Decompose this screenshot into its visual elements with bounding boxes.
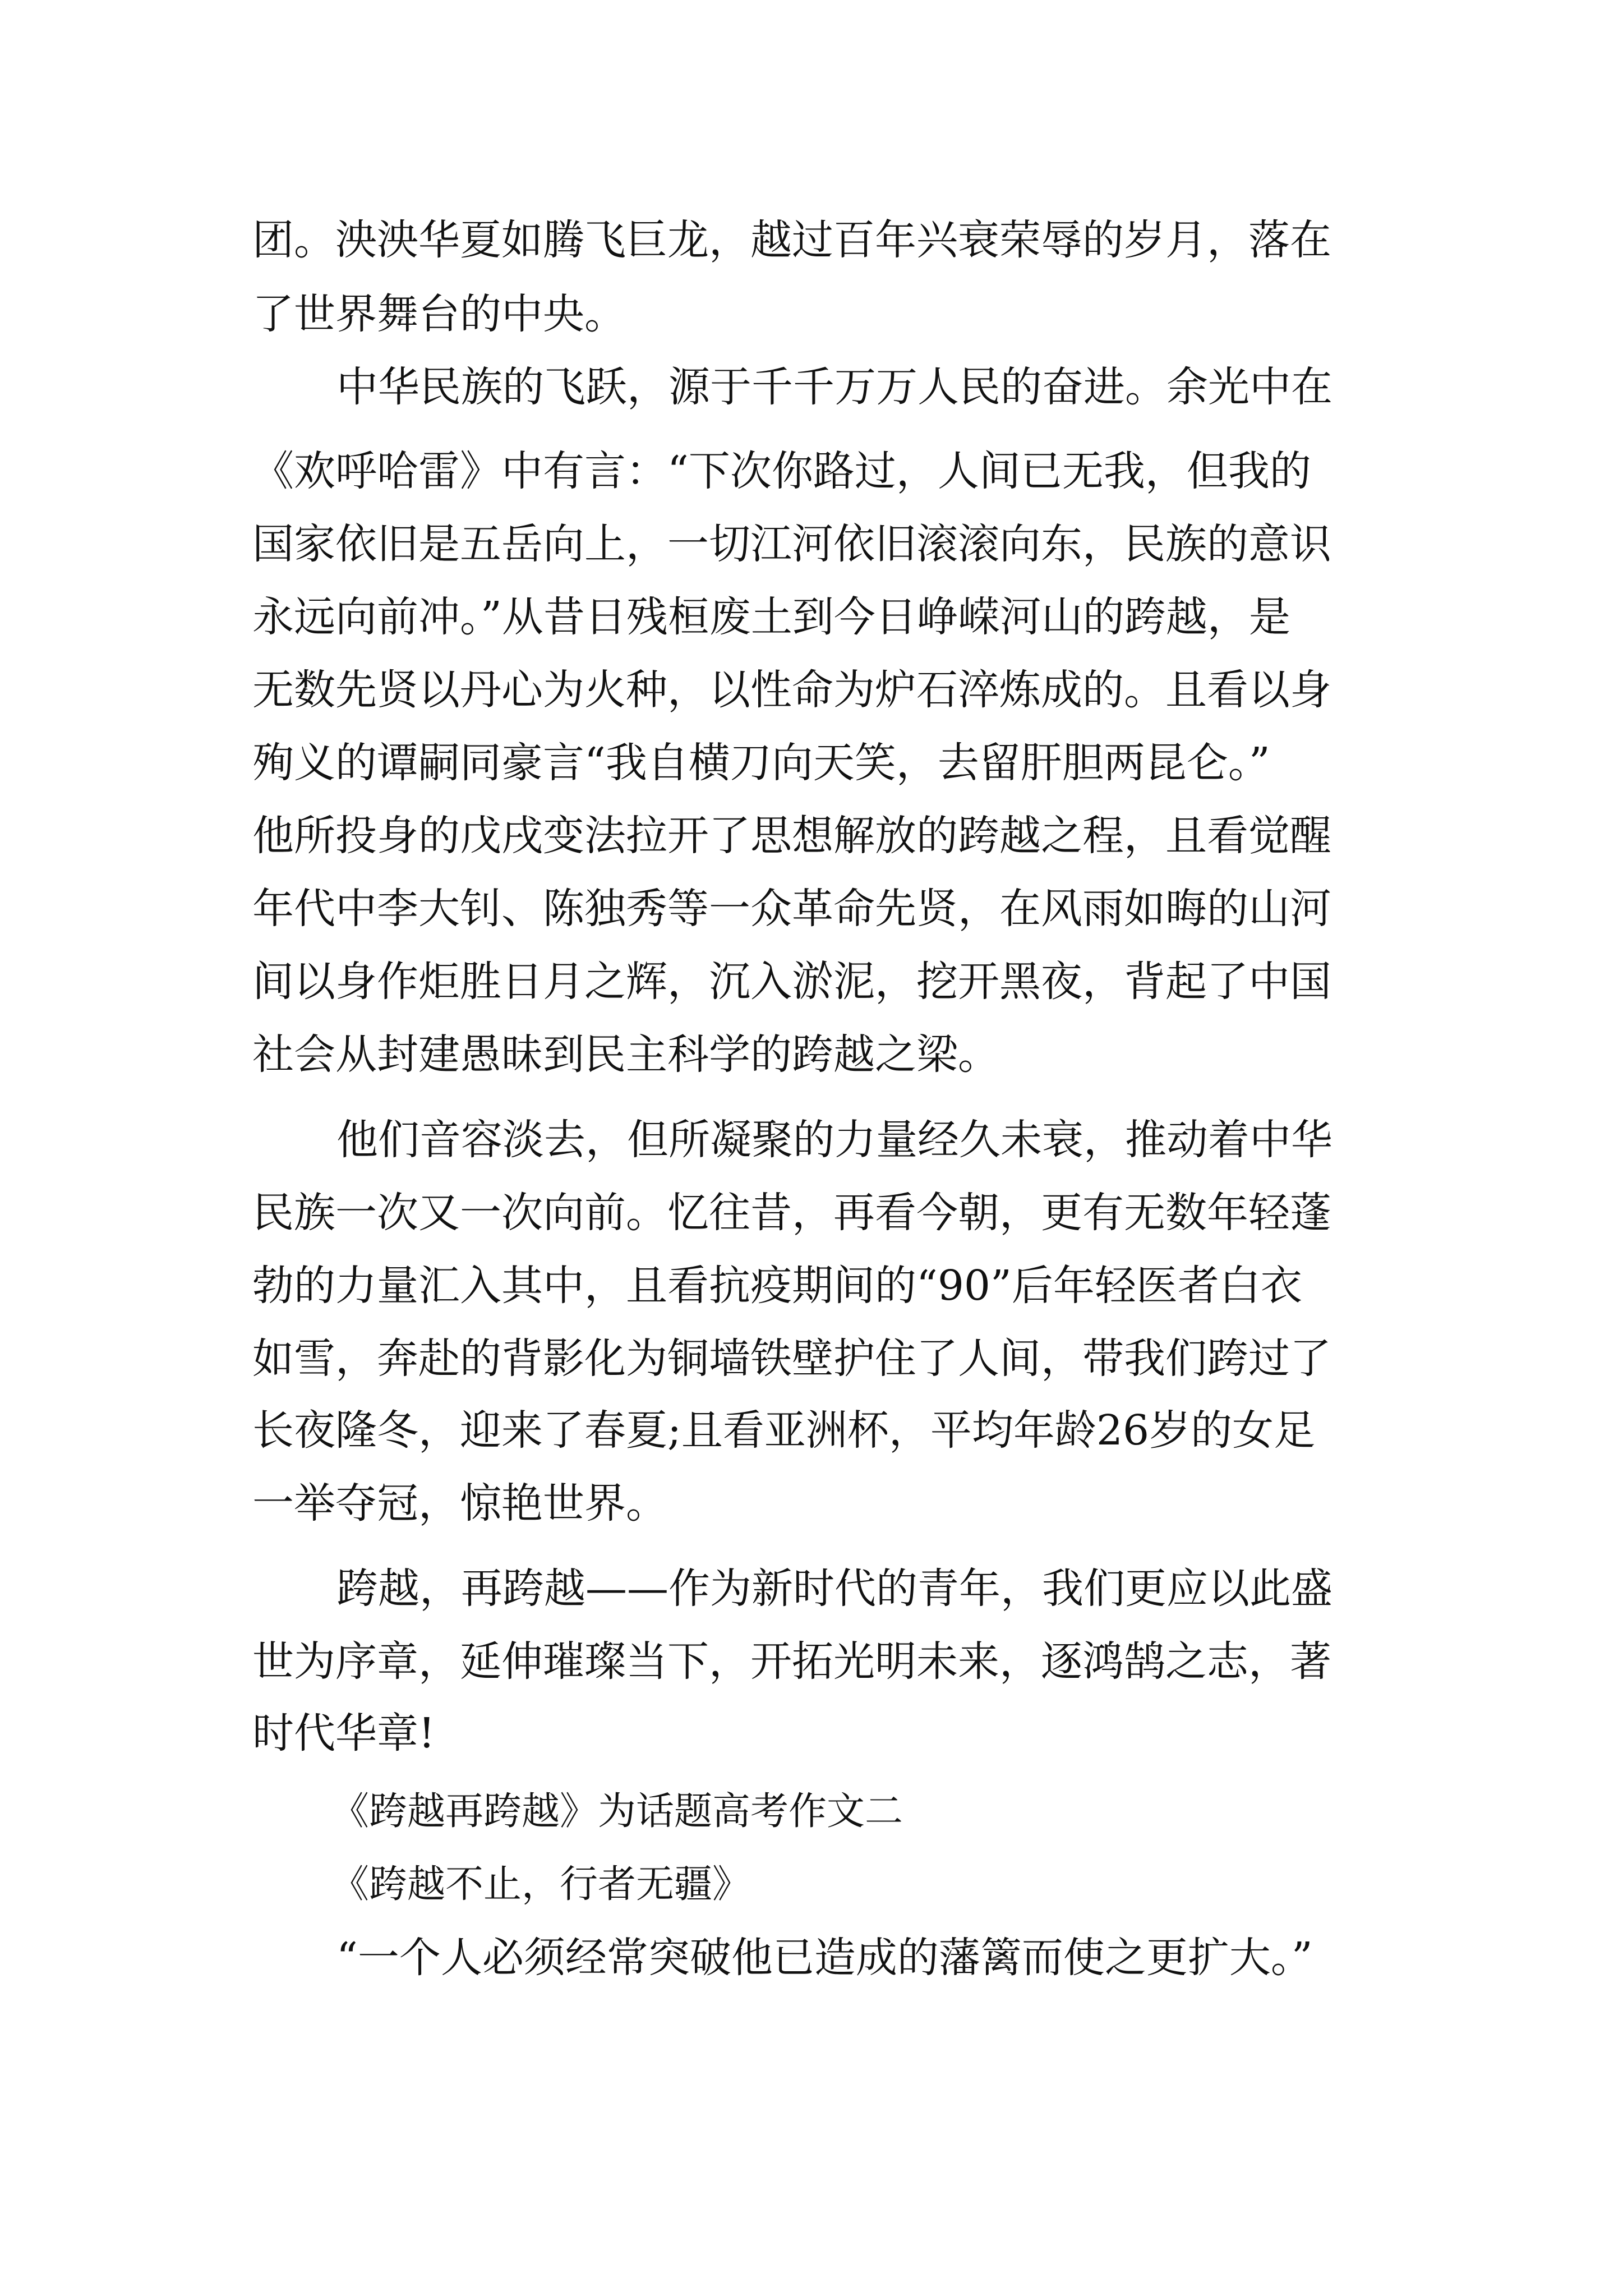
text-line: 一举夺冠，惊艳世界。: [252, 1479, 667, 1527]
text-line: 了世界舞台的中央。: [252, 290, 626, 338]
text-line: 社会从封建愚昧到民主科学的跨越之梁。: [252, 1030, 999, 1079]
paragraph-first-line: 他们音容淡去，但所凝聚的力量经久未衰，推动着中华: [336, 1116, 1332, 1164]
paragraph-first-line: 中华民族的飞跃，源于千千万万人民的奋进。余光中在: [336, 363, 1332, 411]
text-line: 年代中李大钊、陈独秀等一众革命先贤，在风雨如晦的山河: [252, 885, 1331, 933]
text-line: 《欢呼哈雷》中有言：“下次你路过，人间已无我，但我的: [252, 447, 1311, 495]
text-line: 长夜隆冬，迎来了春夏;且看亚洲杯，平均年龄26岁的女足: [252, 1406, 1316, 1455]
text-line: 永远向前冲。”从昔日残桓废土到今日峥嵘河山的跨越，是: [252, 593, 1290, 641]
text-line: 民族一次又一次向前。忆往昔，再看今朝，更有无数年轻蓬: [252, 1189, 1331, 1237]
text-line: 勃的力量汇入其中，且看抗疫期间的“90”后年轻医者白衣: [252, 1262, 1302, 1310]
text-line: 如雪，奔赴的背影化为铜墙铁壁护住了人间，带我们跨过了: [252, 1335, 1331, 1383]
text-line: 国家依旧是五岳向上，一切江河依旧滚滚向东，民族的意识: [252, 520, 1331, 568]
text-line: 世为序章，延伸璀璨当下，开拓光明未来，逐鸿鹄之志，著: [252, 1637, 1331, 1686]
text-line: 团。泱泱华夏如腾飞巨龙，越过百年兴衰荣辱的岁月，落在: [252, 216, 1331, 264]
text-line: 无数先贤以丹心为火种，以性命为炉石淬炼成的。且看以身: [252, 666, 1331, 714]
essay-heading: 《跨越再跨越》为话题高考作文二: [331, 1789, 903, 1834]
text-line: 他所投身的戊戌变法拉开了思想解放的跨越之程，且看觉醒: [252, 812, 1331, 860]
text-line: 间以身作炬胜日月之辉，沉入淤泥，挖开黑夜，背起了中国: [252, 958, 1331, 1006]
text-line: 时代华章!: [252, 1709, 435, 1757]
essay-title: 《跨越不止，行者无疆》: [331, 1862, 751, 1907]
opening-quote: “一个人必须经常突破他已造成的藩篱而使之更扩大。”: [336, 1934, 1313, 1982]
paragraph-first-line: 跨越，再跨越——作为新时代的青年，我们更应以此盛: [336, 1565, 1332, 1613]
text-line: 殉义的谭嗣同豪言“我自横刀向天笑，去留肝胆两昆仑。”: [252, 739, 1270, 787]
